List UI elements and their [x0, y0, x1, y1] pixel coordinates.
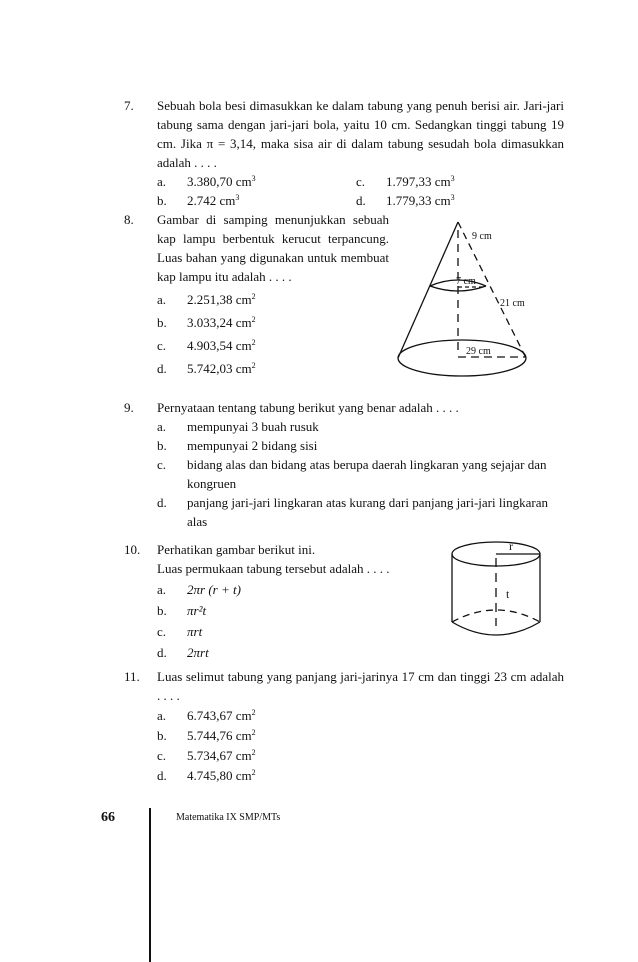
- question-9-number: 9.: [124, 400, 134, 415]
- option-label: b.: [157, 603, 167, 618]
- base-ellipse: [398, 340, 526, 376]
- question-11-number: 11.: [124, 669, 140, 684]
- radius-label: r: [509, 539, 513, 553]
- question-11-text: Luas selimut tabung yang panjang jari-jarinya 17 cm dan tinggi 23 cm adalah . . . .: [157, 669, 564, 703]
- footer-divider: [149, 808, 151, 962]
- option-row: [124, 726, 564, 745]
- option-value: mempunyai 3 buah rusuk: [187, 419, 319, 434]
- option-label: d.: [157, 645, 167, 660]
- top-height-label: 9 cm: [472, 231, 492, 242]
- option-label: a.: [157, 419, 167, 434]
- option-value: 3.033,24 $cm^2$: [187, 315, 256, 330]
- option-row: [124, 417, 564, 436]
- option-row: [124, 746, 564, 765]
- option-value: 1.779,33 $cm^3$: [386, 193, 455, 208]
- option-row: [124, 336, 394, 355]
- option-value: 2πrt: [187, 645, 209, 660]
- option-value: 1.797,33 $cm^3$: [386, 174, 455, 189]
- option-label: d.: [157, 495, 167, 510]
- option-value: 3.380,70 $cm^3$: [187, 174, 256, 189]
- question-7: [124, 96, 564, 210]
- option-value: 2πr (r + t): [187, 582, 241, 597]
- option-row: [124, 493, 564, 531]
- option-label: a.: [157, 292, 167, 307]
- question-8-number: 8.: [124, 212, 134, 227]
- option-value: 5.742,03 $cm^2$: [187, 361, 256, 376]
- option-row: [124, 290, 394, 309]
- book-title: Matematika IX SMP/MTs: [176, 812, 281, 823]
- option-label: b.: [157, 438, 167, 453]
- option-row: [124, 313, 394, 332]
- page-number: 66: [101, 810, 115, 825]
- option-value: πr²t: [187, 603, 207, 618]
- option-value: 4.745,80 $cm^2$: [187, 768, 256, 783]
- option-row: [124, 706, 564, 725]
- option-label: b.: [157, 315, 167, 330]
- cylinder-figure: [448, 536, 548, 640]
- option-label: b.: [157, 728, 167, 743]
- question-7-text: Sebuah bola besi dimasukkan ke dalam tabung yang penuh berisi air. Jari-jari tabung sama dengan jari-jari bola, yaitu 10 cm. Sedangkan tinggi tabung 19 cm. Jika π = 3,14, maka sisa air di dalam tabung sesudah bola dimasukkan adalah . . . .: [157, 98, 564, 170]
- option-value: 4.903,54 $cm^2$: [187, 338, 256, 353]
- lamp-shade-figure: [390, 216, 550, 382]
- option-label: d.: [157, 361, 167, 376]
- option-value: 2.742 $cm^3$: [187, 193, 240, 208]
- question-9: [124, 398, 564, 531]
- option-label: a.: [157, 582, 167, 597]
- question-8: [124, 210, 394, 378]
- option-label: a.: [157, 708, 167, 723]
- option-label: c.: [157, 748, 167, 763]
- option-row: [124, 455, 564, 493]
- option-value: πrt: [187, 624, 203, 639]
- question-10-line-1: Perhatikan gambar berikut ini.: [157, 542, 316, 557]
- big-radius-label: 29 cm: [466, 346, 491, 357]
- question-11: [124, 667, 564, 785]
- option-label: d.: [356, 193, 366, 208]
- question-7-options-row-1: [124, 172, 564, 191]
- option-label: b.: [157, 193, 167, 208]
- question-10-number: 10.: [124, 542, 141, 557]
- option-value: panjang jari-jari lingkaran atas kurang dari panjang jari-jari lingkaran alas: [187, 495, 548, 529]
- option-row: [124, 436, 564, 455]
- option-label: c.: [157, 457, 167, 472]
- question-7-number: 7.: [124, 98, 134, 113]
- option-label: d.: [157, 768, 167, 783]
- question-8-text: Gambar di samping menunjukkan sebuah kap lampu berbentuk kerucut terpancung. Luas bahan yang digunakan untuk membuat kap lampu itu adalah . . . .: [157, 212, 389, 284]
- small-radius-label: 7 cm: [456, 276, 476, 287]
- question-10-line-2: Luas permukaan tabung tersebut adalah . . . .: [157, 561, 390, 576]
- option-label: c.: [356, 174, 366, 189]
- option-row: [124, 643, 434, 662]
- height-label: t: [506, 587, 510, 601]
- question-10: [124, 540, 434, 662]
- question-7-options-row-2: [124, 191, 564, 210]
- option-label: a.: [157, 174, 167, 189]
- option-value: 5.744,76 $cm^2$: [187, 728, 256, 743]
- option-row: [124, 359, 394, 378]
- option-row: [124, 580, 434, 599]
- option-value: 6.743,67 $cm^2$: [187, 708, 256, 723]
- option-value: 5.734,67 $cm^2$: [187, 748, 256, 763]
- option-row: [124, 766, 564, 785]
- option-value: bidang alas dan bidang atas berupa daerah lingkaran yang sejajar dan kongruen: [187, 457, 547, 491]
- option-label: c.: [157, 624, 167, 639]
- option-label: c.: [157, 338, 167, 353]
- option-row: [124, 601, 434, 620]
- question-9-text: Pernyataan tentang tabung berikut yang benar adalah . . . .: [157, 400, 459, 415]
- option-row: [124, 622, 434, 641]
- option-value: mempunyai 2 bidang sisi: [187, 438, 318, 453]
- slant-label: 21 cm: [500, 298, 525, 309]
- option-value: 2.251,38 $cm^2$: [187, 292, 256, 307]
